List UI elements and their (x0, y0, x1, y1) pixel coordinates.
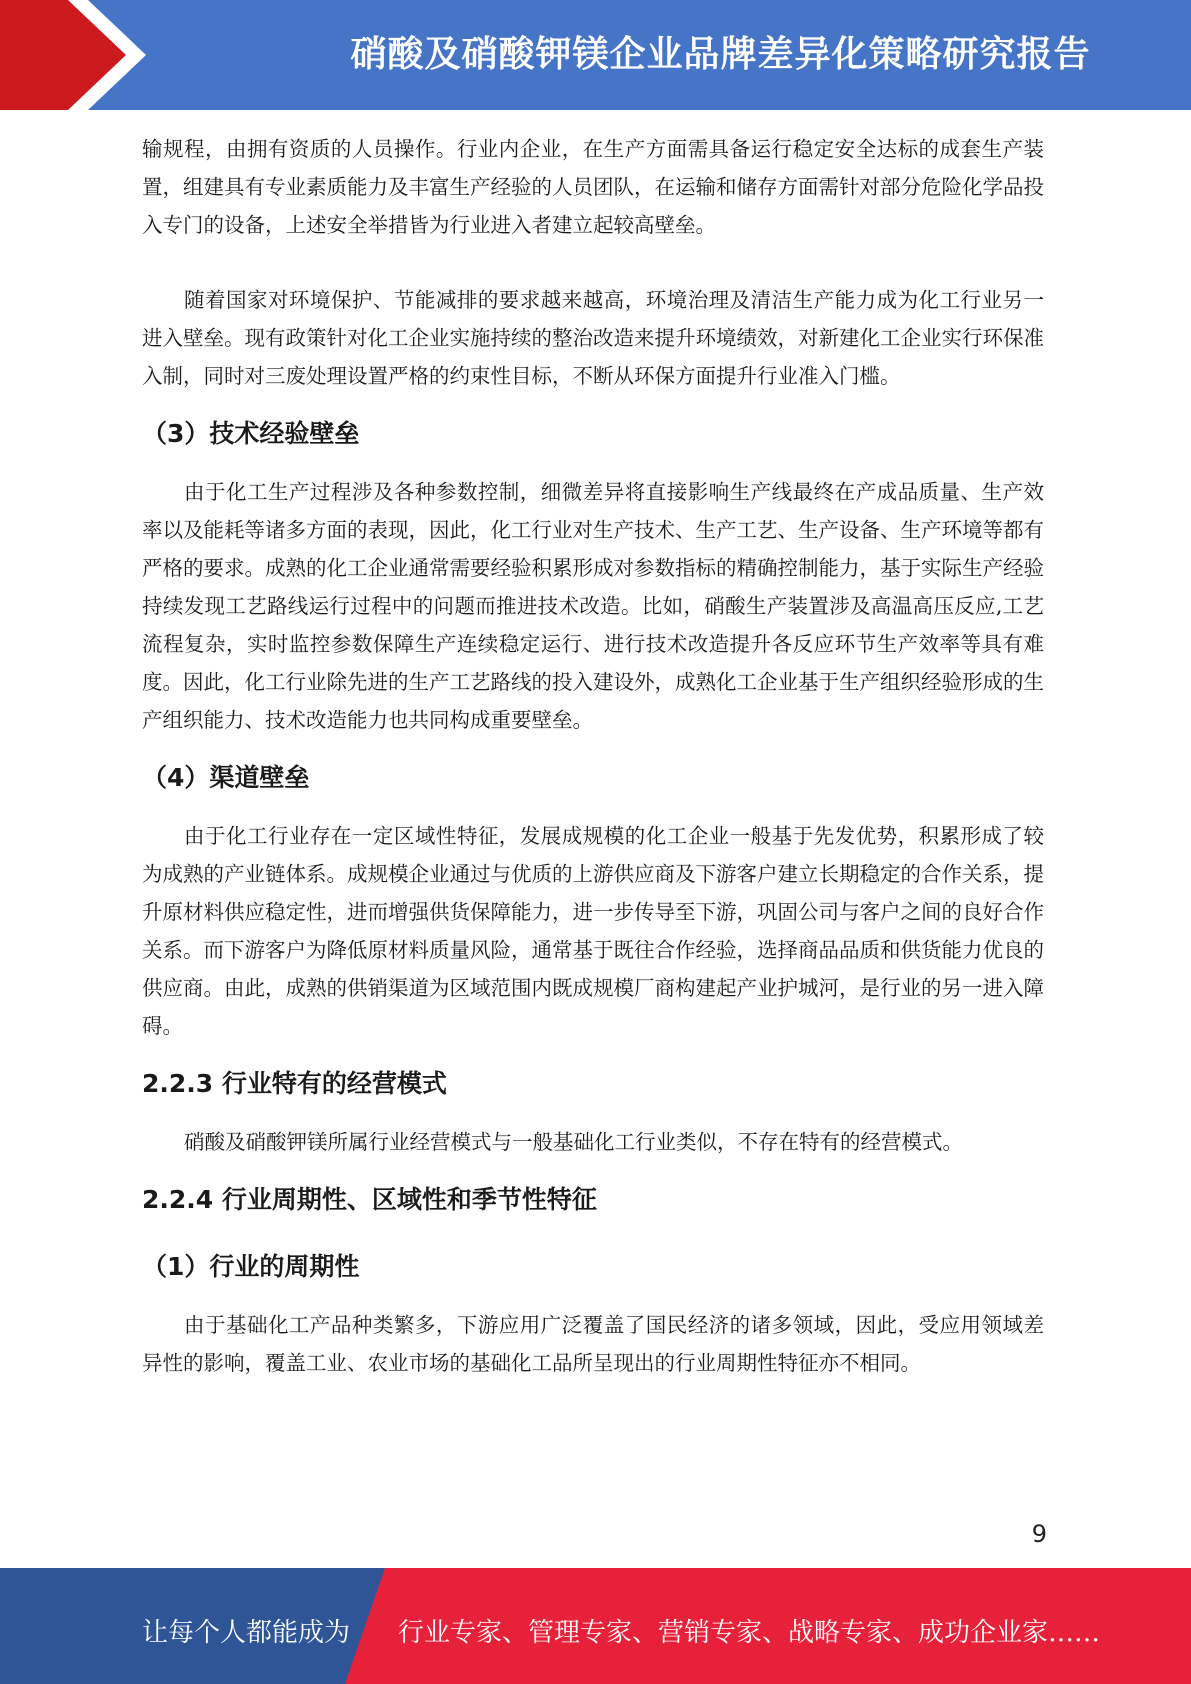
footer-slogan-right: 行业专家、管理专家、营销专家、战略专家、成功企业家…… (398, 1618, 1101, 1648)
subsection-heading: （1）行业的周期性 (142, 1252, 360, 1281)
report-title: 硝酸及硝酸钾镁企业品牌差异化策略研究报告 (350, 34, 1091, 75)
paragraph: 由于基础化工产品种类繁多，下游应用广泛覆盖了国民经济的诸多领域，因此，受应用领域差异性的影响，覆盖工业、农业市场的基础化工品所呈现出的行业周期性特征亦不相同。 (142, 1313, 1044, 1375)
page-content (142, 130, 1044, 1382)
red-chevron-icon (0, 0, 150, 110)
subsection-heading: （4）渠道壁垒 (142, 763, 310, 792)
subsection-heading: （3）技术经验壁垒 (142, 419, 360, 448)
paragraph: 由于化工生产过程涉及各种参数控制，细微差异将直接影响生产线最终在产成品质量、生产效率以及能耗等诸多方面的表现，因此，化工行业对生产技术、生产工艺、生产设备、生产环境等都有严格的要求。成熟的化工企业通常需要经验积累形成对参数指标的精确控制能力，基于实际生产经验持续发现工艺路线运行过程中的问题而推进技术改造。比如，硝酸生产装置涉及高温高压反应,工艺流程复杂，实时监控参数保障生产连续稳定运行、进行技术改造提升各反应环节生产效率等具有难度。因此，化工行业除先进的生产工艺路线的投入建设外，成熟化工企业基于生产组织经验形成的生产组织能力、技术改造能力也共同构成重要壁垒。 (142, 480, 1044, 732)
paragraph: 输规程，由拥有资质的人员操作。行业内企业，在生产方面需具备运行稳定安全达标的成套生产装置，组建具有专业素质能力及丰富生产经验的人员团队，在运输和储存方面需针对部分危险化学品投入专门的设备，上述安全举措皆为行业进入者建立起较高壁垒。 (142, 137, 1044, 237)
section-heading: 2.2.4 行业周期性、区域性和季节性特征 (142, 1185, 597, 1214)
page-footer (0, 1568, 1191, 1684)
footer-slogan-left: 让每个人都能成为 (142, 1618, 351, 1648)
paragraph: 硝酸及硝酸钾镁所属行业经营模式与一般基础化工行业类似，不存在特有的经营模式。 (184, 1130, 963, 1154)
page-number: 9 (1031, 1520, 1047, 1548)
paragraph: 由于化工行业存在一定区域性特征，发展成规模的化工企业一般基于先发优势，积累形成了较为成熟的产业链体系。成规模企业通过与优质的上游供应商及下游客户建立长期稳定的合作关系，提升原材料供应稳定性，进而增强供货保障能力，进一步传导至下游，巩固公司与客户之间的良好合作关系。而下游客户为降低原材料质量风险，通常基于既往合作经验，选择商品品质和供货能力优良的供应商。由此，成熟的供销渠道为区域范围内既成规模厂商构建起产业护城河，是行业的另一进入障碍。 (142, 824, 1044, 1038)
page-header (0, 0, 1191, 110)
paragraph: 随着国家对环境保护、节能减排的要求越来越高，环境治理及清洁生产能力成为化工行业另一进入壁垒。现有政策针对化工企业实施持续的整治改造来提升环境绩效，对新建化工企业实行环保准入制，同时对三废处理设置严格的约束性目标，不断从环保方面提升行业准入门槛。 (142, 288, 1044, 388)
section-heading: 2.2.3 行业特有的经营模式 (142, 1069, 447, 1098)
